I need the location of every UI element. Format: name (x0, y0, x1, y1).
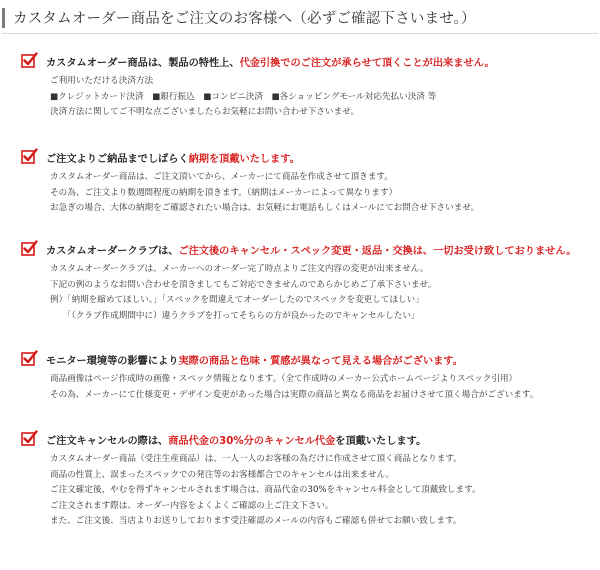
body-line: 決済方法に関してご不明な点ございましたらお気軽にお問い合わせ下さいませ。 (50, 107, 360, 117)
section-heading-text: カスタムオーダークラブは、ご注文後のキャンセル・スペック変更・返品・交換は、一切お受け致しておりません。 (46, 246, 577, 257)
heading-highlight: ご注文後のキャンセル・スペック変更・返品・交換は、一切お受け致しておりません。 (178, 246, 577, 257)
section-heading-text: ご注文よりご納品までしばらく納期を頂戴いたします。 (46, 154, 300, 165)
body-line: 例）「納期を縮めてほしい。」「スペックを間違えてオーダーしたのでスペックを変更してほしい」 (50, 295, 424, 305)
body-line: その為、ご注文より数週間程度の納期を頂きます。（納期はメーカーによって異なります） (50, 187, 398, 198)
checkbox-checked-icon (21, 52, 38, 69)
section-body (50, 262, 436, 324)
heading-highlight: 代金引換でのご注文が承らせて頂くことが出来ません。 (239, 58, 495, 69)
section-heading (0, 240, 600, 258)
body-line: 「（クラブ作成期間中に）違うクラブを打ってそちらの方が良かったのでキャンセルしたい」 (50, 310, 420, 321)
section-body (50, 452, 481, 530)
body-line: その為、メーカーにて仕様変更・デザイン変更があった場合は実際の商品と異なる商品をお届けさせて頂く場合がございます。 (50, 389, 539, 400)
section-heading (0, 350, 600, 368)
section-heading (0, 52, 600, 70)
section-heading-text: ご注文キャンセルの際は、商品代金の30%分のキャンセル代金を頂戴いたします。 (46, 436, 427, 447)
heading-highlight: 納期を頂戴いたします。 (188, 154, 300, 165)
title-accent-bar (2, 8, 5, 28)
checkbox-checked-icon (21, 430, 38, 447)
heading-highlight: 実際の商品と色味・質感が異なって見える場合がございます。 (178, 356, 463, 367)
notice-section-payment (0, 52, 600, 117)
body-line: 商品の性質上、誤まったスペックでの発注等のお客様都合でのキャンセルは出来ません。 (50, 469, 395, 480)
body-line: ご利用いただける決済方法 (50, 76, 154, 86)
heading-highlight: 商品代金の30%分のキャンセル代金 (168, 436, 336, 447)
section-heading-text: モニター環境等の影響により実際の商品と色味・質感が異なって見える場合がございます。 (46, 356, 463, 367)
body-line: ご注文されます際は、オーダー内容をよくよくご確認の上ご注文下さい。 (50, 500, 334, 511)
section-body (50, 74, 436, 121)
section-body (50, 170, 479, 217)
section-heading (0, 148, 600, 166)
body-line: カスタムオーダー商品は、ご注文頂いてから、メーカーにて商品を作成させて頂きます。 (50, 172, 393, 182)
notice-section-delivery (0, 148, 600, 213)
body-line: ご注文確定後、やむを得ずキャンセルされます場合は、商品代金の30%をキャンセル料金として頂戴致します。 (50, 485, 481, 495)
body-line: ■クレジットカード決済 ■銀行振込 ■コンビニ決済 ■各ショッピングモール対応先払い決済 等 (50, 91, 437, 102)
body-line: お急ぎの場合、大体の納期をご確認されたい場合は、お気軽にお電話もしくはメールにてお問合せ下さいませ。 (50, 203, 480, 213)
section-heading (0, 430, 600, 448)
body-line: また、ご注文後、当店よりお送りしております受注確認のメールの内容もご確認も併せてお願い致します。 (50, 516, 462, 526)
section-heading-text: カスタムオーダー商品は、製品の特性上、代金引換でのご注文が承らせて頂くことが出来ません。 (46, 58, 495, 69)
checkbox-checked-icon (21, 350, 38, 367)
body-line: 商品画像はページ作成時の画像・スペック情報となります。（全て作成時のメーカー公式ホームページよりスペック引用） (50, 374, 518, 384)
notice-section-monitor (0, 350, 600, 400)
section-body (50, 372, 538, 403)
notice-section-cancellation-fee (0, 430, 600, 526)
body-line: 下記の例のようなお問い合わせを頂きましてもご対応できませんのであらかじめご了承下さいませ。 (50, 279, 437, 290)
checkbox-checked-icon (21, 240, 38, 257)
body-line: カスタムオーダークラブは、メーカーへのオーダー完了時点よりご注文内容の変更が出来ません。 (50, 264, 429, 274)
body-line: カスタムオーダー商品（受注生産商品）は、一人一人のお客様の為だけに作成させて頂く商品となります。 (50, 454, 462, 464)
checkbox-checked-icon (21, 148, 38, 165)
page-title-bar (2, 4, 598, 34)
page-title: カスタムオーダー商品をご注文のお客様へ（必ずご確認下さいませ。） (13, 11, 476, 27)
notice-section-cancellation-policy (0, 240, 600, 321)
